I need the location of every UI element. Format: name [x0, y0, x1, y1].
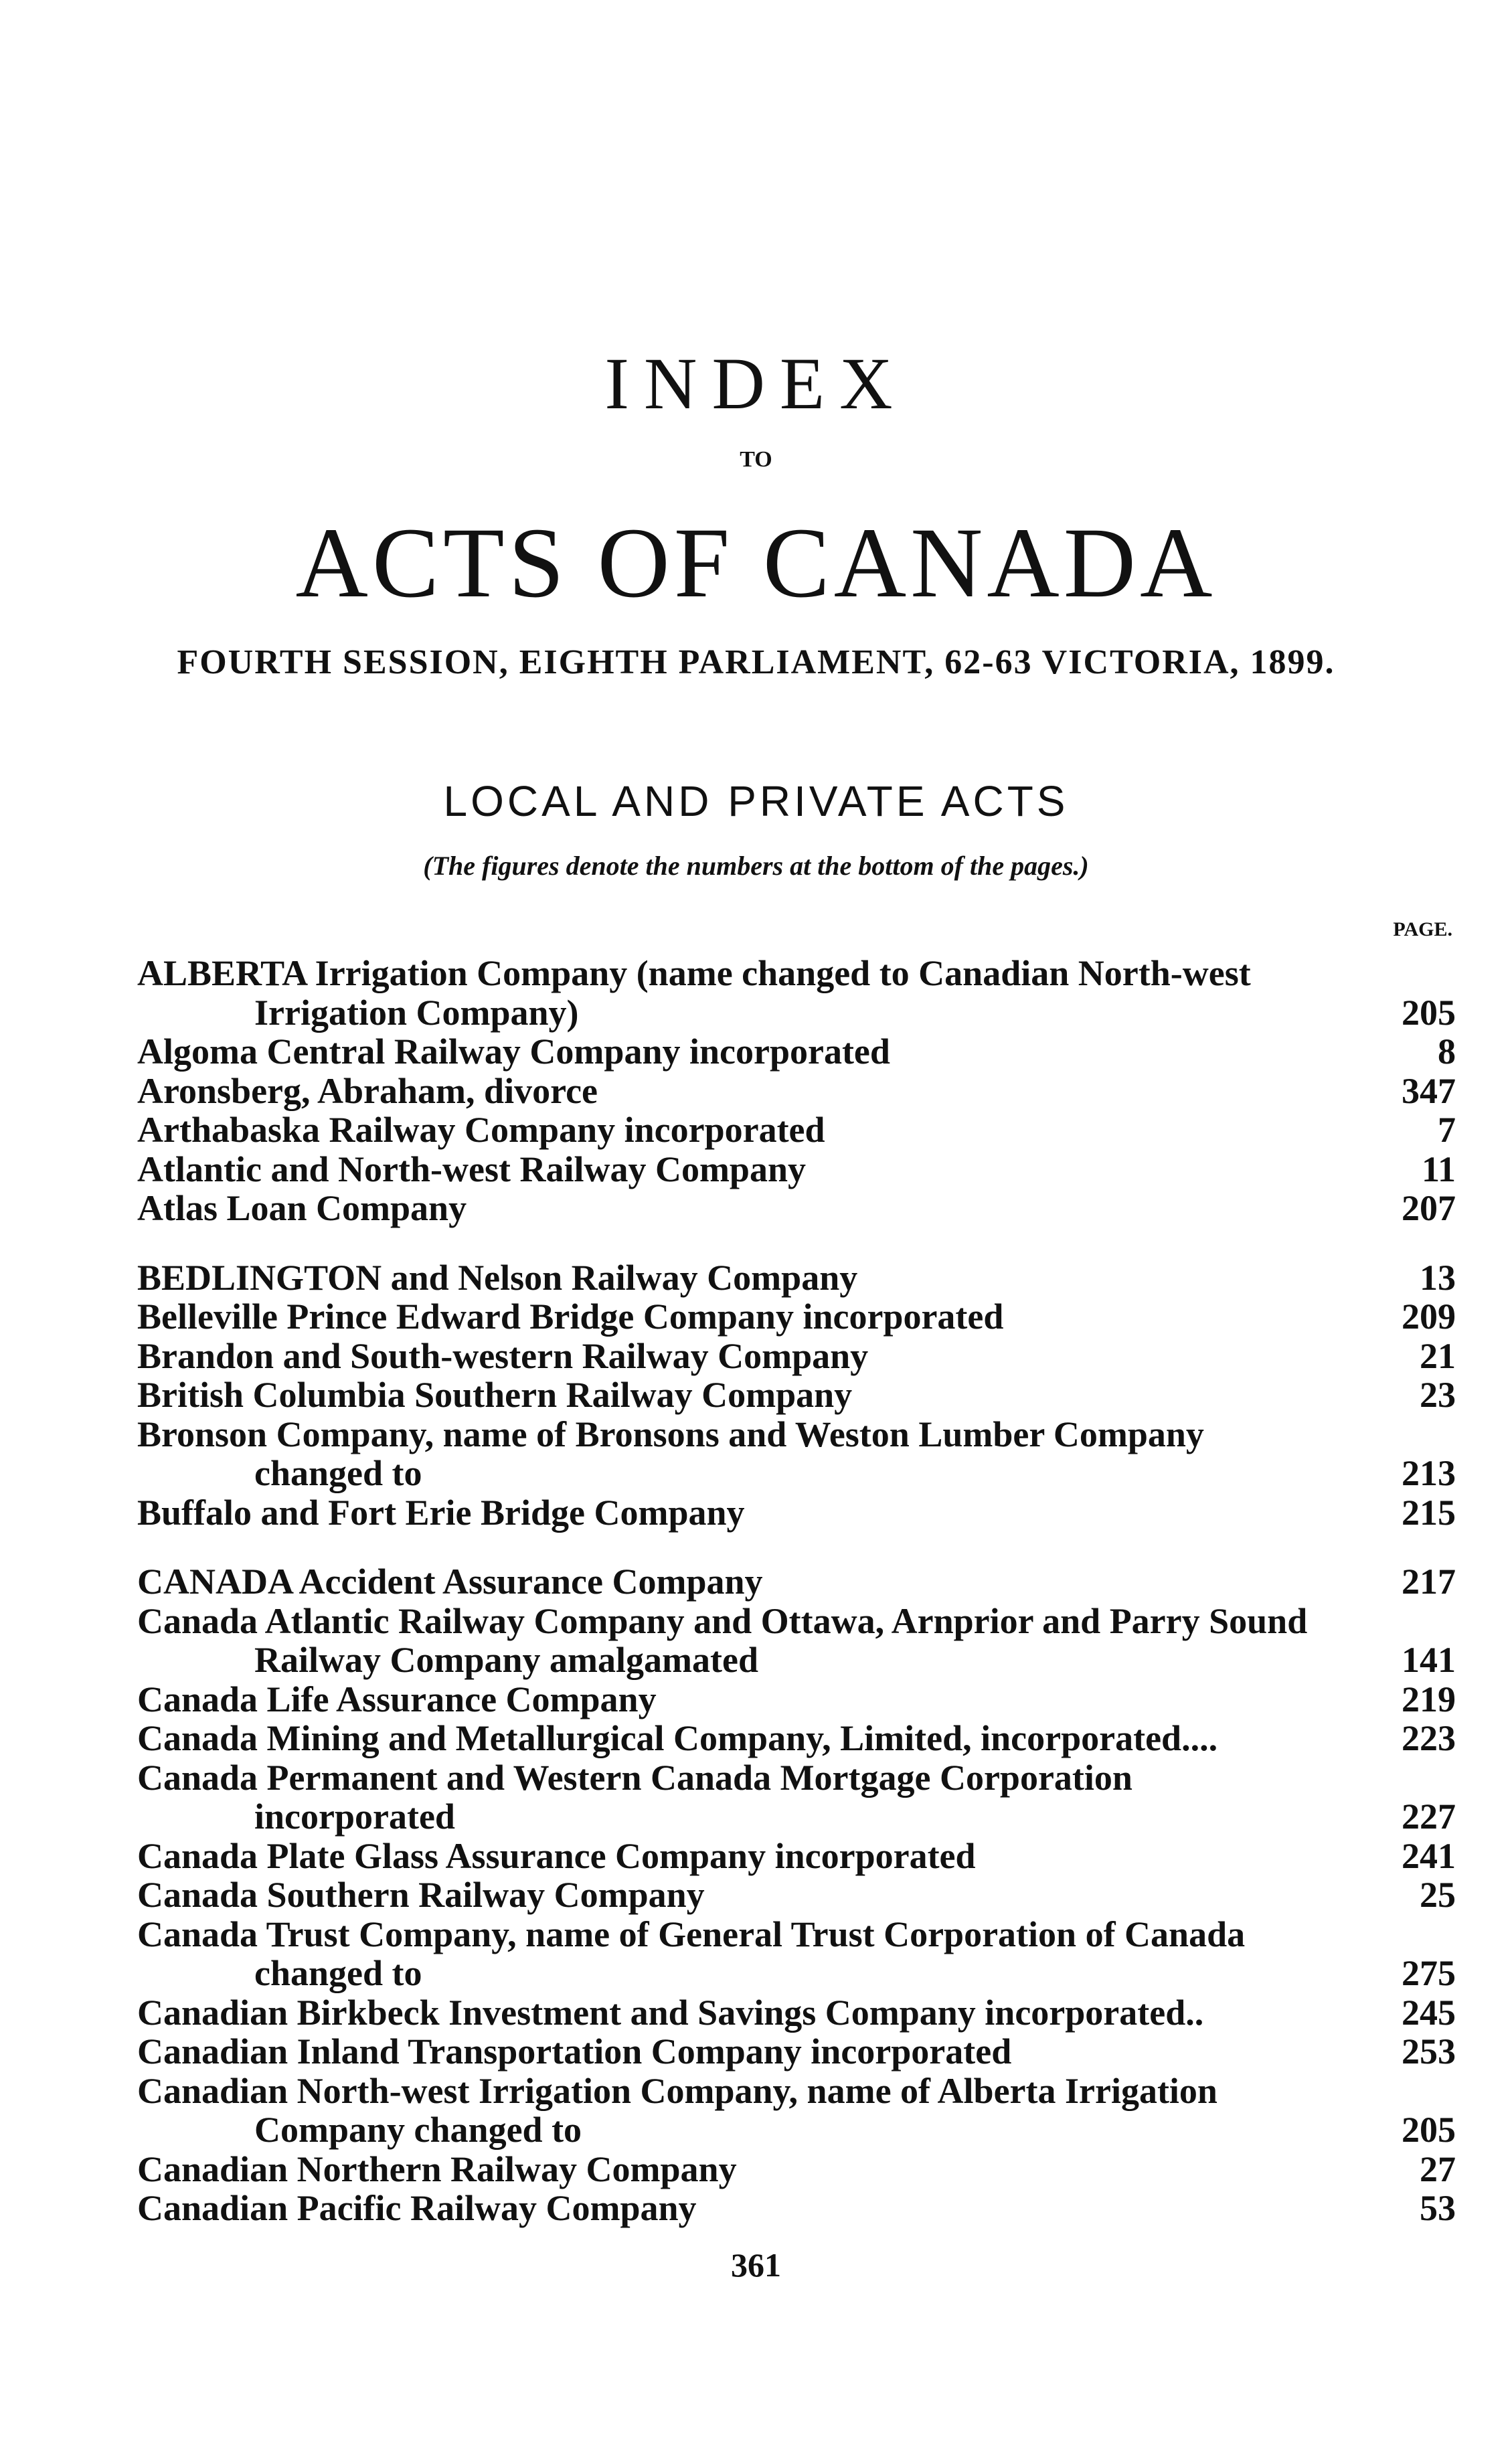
entry-text: Canada Southern Railway Company [137, 1875, 705, 1915]
entry-page: 11 [1421, 1149, 1456, 1189]
entry-page: 13 [1420, 1257, 1456, 1298]
index-entry [137, 1602, 1456, 1680]
index-entry [137, 1415, 1456, 1493]
entry-page: 215 [1402, 1492, 1456, 1533]
index-group-a [137, 954, 1456, 1228]
index-entry [137, 2150, 1456, 2189]
entry-page: 245 [1402, 1992, 1456, 2033]
section-heading: LOCAL AND PRIVATE ACTS [443, 777, 1069, 825]
index-group-c [137, 1562, 1456, 2228]
entry-text: Canada Atlantic Railway Company and Ottawa, Arnprior and Parry Sound Railway Company amalgamated [137, 1600, 1308, 1680]
entry-text: British Columbia Southern Railway Company [137, 1375, 853, 1415]
entry-page: 205 [1402, 992, 1456, 1033]
session-line: FOURTH SESSION, EIGHTH PARLIAMENT, 62-63 VICTORIA, 1899. [177, 643, 1335, 681]
index-entry [137, 1297, 1456, 1337]
entry-page: 7 [1438, 1110, 1456, 1150]
entry-text: Atlas Loan Company [137, 1188, 467, 1228]
entry-text: Canadian Birkbeck Investment and Savings Company incorporated.. [137, 1992, 1204, 2033]
index-entry [137, 1837, 1456, 1876]
entry-page: 347 [1402, 1070, 1456, 1111]
entry-text: Canada Permanent and Western Canada Mortgage Corporation incorporated [137, 1757, 1132, 1837]
index-entry [137, 1993, 1456, 2033]
entry-text: Aronsberg, Abraham, divorce [137, 1070, 598, 1111]
entry-page: 27 [1420, 2148, 1456, 2189]
page-note: (The figures denote the numbers at the bottom of the pages.) [423, 851, 1089, 881]
entry-page: 223 [1402, 1718, 1456, 1758]
entry-text: Atlantic and North-west Railway Company [137, 1149, 806, 1189]
entry-page: 209 [1402, 1296, 1456, 1337]
entry-text: Brandon and South-western Railway Company [137, 1335, 869, 1376]
entry-text: Belleville Prince Edward Bridge Company incorporated [137, 1296, 1004, 1337]
index-group-b [137, 1258, 1456, 1533]
entry-page: 217 [1402, 1561, 1456, 1602]
main-title: ACTS OF CANADA [295, 507, 1217, 618]
index-entry [137, 1562, 1456, 1602]
index-entry [137, 954, 1456, 1032]
entry-page: 205 [1402, 2110, 1456, 2150]
index-entry [137, 1915, 1456, 1993]
index-entry [137, 1493, 1456, 1533]
entry-page: 213 [1402, 1453, 1456, 1493]
index-entry [137, 1258, 1456, 1298]
entry-text: Canadian Inland Transportation Company incorporated [137, 2031, 1012, 2072]
entry-text: Arthabaska Railway Company incorporated [137, 1110, 825, 1150]
index-entry [137, 1150, 1456, 1189]
entry-page: 253 [1402, 2031, 1456, 2072]
entry-text: Canadian Pacific Railway Company [137, 2188, 697, 2228]
entry-text: Canada Life Assurance Company [137, 1679, 657, 1719]
entry-page: 8 [1438, 1031, 1456, 1072]
index-to: TO [740, 447, 772, 472]
entry-page: 227 [1402, 1796, 1456, 1837]
entry-page: 53 [1420, 2188, 1456, 2228]
footer-page-number: 361 [731, 2246, 781, 2284]
entry-page: 21 [1420, 1335, 1456, 1376]
entry-page: 23 [1420, 1375, 1456, 1415]
index-entry [137, 1072, 1456, 1111]
index-entry [137, 1375, 1456, 1415]
index-entry [137, 1189, 1456, 1228]
index-entry [137, 2032, 1456, 2072]
entry-page: 207 [1402, 1188, 1456, 1228]
entry-text: Canada Trust Company, name of General Trust Corporation of Canada changed to [137, 1914, 1246, 1993]
index-title: INDEX [604, 343, 908, 424]
entry-text: Algoma Central Railway Company incorporated [137, 1031, 890, 1072]
entry-text: Bronson Company, name of Bronsons and Weston Lumber Company changed to [137, 1414, 1204, 1493]
index-entry [137, 2072, 1456, 2150]
entry-page: 25 [1420, 1875, 1456, 1915]
entry-page: 141 [1402, 1640, 1456, 1680]
entry-text: Canada Plate Glass Assurance Company incorporated [137, 1835, 976, 1876]
index-entry [137, 1875, 1456, 1915]
index-entry [137, 1680, 1456, 1719]
page-column-header: PAGE. [1393, 918, 1452, 940]
entry-text: Buffalo and Fort Erie Bridge Company [137, 1492, 745, 1533]
index-entry [137, 1032, 1456, 1072]
entry-page: 275 [1402, 1953, 1456, 1993]
entry-text: BEDLINGTON and Nelson Railway Company [137, 1257, 858, 1298]
entry-text: ALBERTA Irrigation Company (name changed to Canadian North-west Irrigation Company) [137, 953, 1251, 1033]
entry-page: 241 [1402, 1835, 1456, 1876]
entry-page: 219 [1402, 1679, 1456, 1719]
index-list [137, 954, 1456, 2258]
entry-text: Canadian North-west Irrigation Company, name of Alberta Irrigation Company changed to [137, 2070, 1217, 2150]
entry-text: CANADA Accident Assurance Company [137, 1561, 763, 1602]
index-entry [137, 1337, 1456, 1376]
index-entry [137, 1110, 1456, 1150]
entry-text: Canadian Northern Railway Company [137, 2148, 737, 2189]
index-entry [137, 1758, 1456, 1837]
index-entry [137, 1719, 1456, 1758]
index-entry [137, 2189, 1456, 2228]
entry-text: Canada Mining and Metallurgical Company, Limited, incorporated.... [137, 1718, 1218, 1758]
